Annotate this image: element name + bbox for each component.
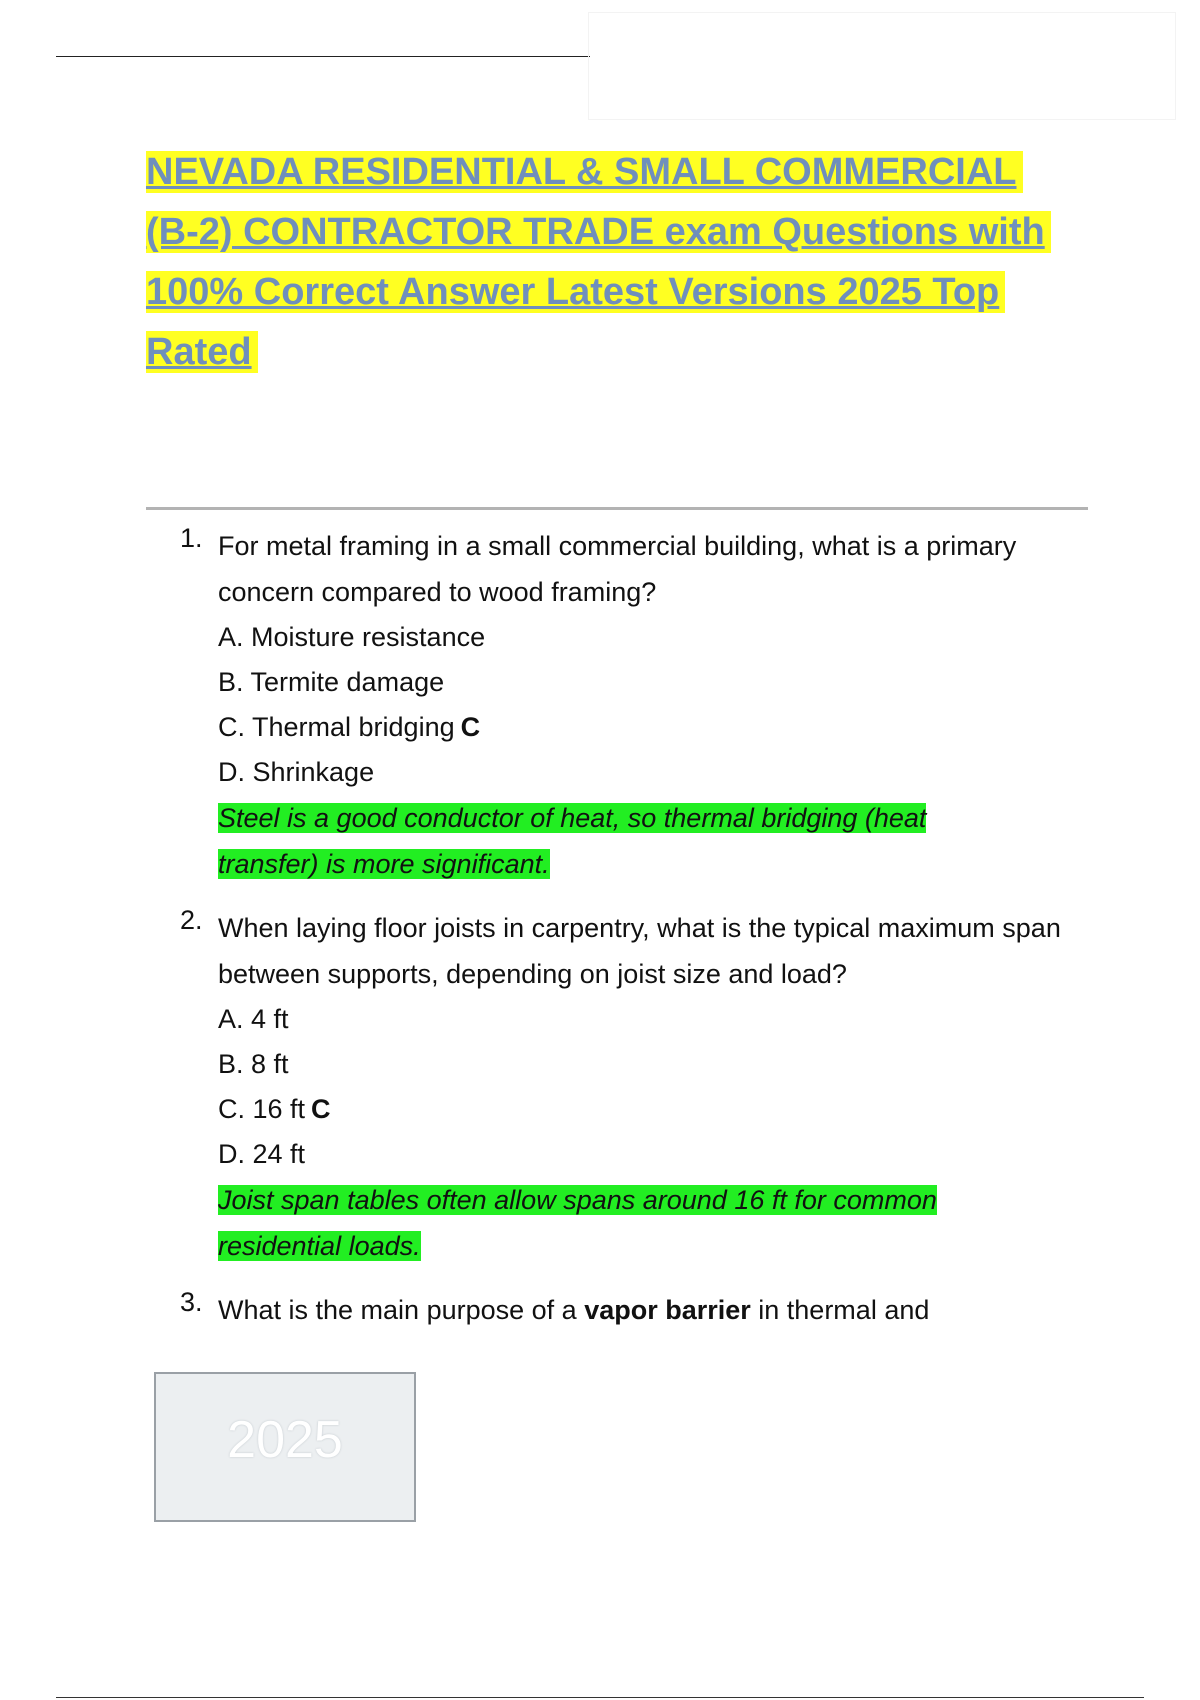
option-d: D. 24 ft: [218, 1139, 306, 1169]
question-3: [180, 1287, 1110, 1333]
question-text: When laying floor joists in carpentry, what is the typical maximum span between supports, depending on joist size and load?: [218, 913, 1061, 989]
question-text: What is the main purpose of a vapor barrier in thermal and: [218, 1295, 930, 1325]
logo-text: 2025: [227, 1411, 343, 1469]
bold-term: vapor barrier: [584, 1295, 751, 1325]
explanation: [218, 1177, 1110, 1269]
title-line-3: 100% Correct Answer Latest Versions 2025 Top: [146, 271, 1005, 313]
title-line-1: NEVADA RESIDENTIAL & SMALL COMMERCIAL: [146, 151, 1023, 193]
correct-answer-mark: C: [460, 712, 481, 742]
option-a: A. Moisture resistance: [218, 622, 486, 652]
question-text: For metal framing in a small commercial building, what is a primary concern compared to wood framing?: [218, 531, 1017, 607]
question-number: 1.: [180, 523, 203, 553]
explanation-line-1: Steel is a good conductor of heat, so thermal bridging (heat: [218, 803, 927, 833]
option-c: C. 16 ft C: [218, 1094, 331, 1124]
option-d: D. Shrinkage: [218, 757, 375, 787]
question-number: 2.: [180, 905, 203, 935]
option-a: A. 4 ft: [218, 1004, 289, 1034]
explanation-line-2: transfer) is more significant.: [218, 849, 550, 879]
option-c: C. Thermal bridging C: [218, 712, 481, 742]
explanation: [218, 795, 1110, 887]
title-line-2: (B-2) CONTRACTOR TRADE exam Questions with: [146, 211, 1051, 253]
year-badge-image: [154, 1372, 416, 1522]
title-line-4: Rated: [146, 331, 258, 373]
explanation-line-1: Joist span tables often allow spans around 16 ft for common: [218, 1185, 937, 1215]
option-b: B. Termite damage: [218, 667, 445, 697]
explanation-line-2: residential loads.: [218, 1231, 421, 1261]
question-1: [180, 523, 1110, 887]
correct-answer-mark: C: [311, 1094, 331, 1124]
option-b: B. 8 ft: [218, 1049, 289, 1079]
question-number: 3.: [180, 1287, 203, 1317]
question-2: [180, 905, 1110, 1269]
bottom-rule: [56, 1697, 1144, 1698]
